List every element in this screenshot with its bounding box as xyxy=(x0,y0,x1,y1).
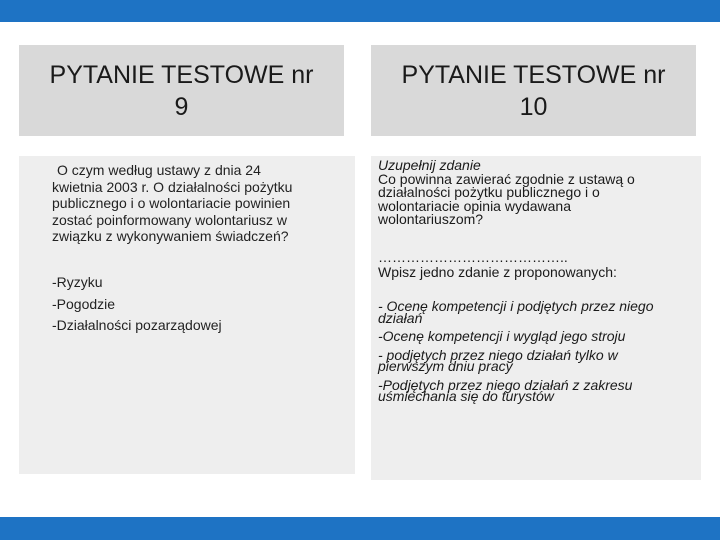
question-line: publicznego i o wolontariacie powinien xyxy=(52,195,291,211)
title-line-1: PYTANIE TESTOWE nr xyxy=(401,60,666,89)
question-line: Co powinna zawierać zgodnie z ustawą o xyxy=(378,170,635,187)
question-line: kwietnia 2003 r. O działalności pożytku xyxy=(52,178,293,195)
question-line: wolontariacie opinia wydawana xyxy=(378,197,572,214)
answer-option: -Działalności pozarządowej xyxy=(52,317,222,333)
title-line-1: PYTANIE TESTOWE nr xyxy=(49,60,314,89)
question-line: działalności pożytku publicznego i o xyxy=(378,184,600,200)
fill-in-area xyxy=(378,250,617,280)
question-10-text xyxy=(378,159,635,227)
question-9-options xyxy=(52,272,222,337)
answer-option-continued: uśmiechania się do turystów xyxy=(378,388,554,404)
question-10-panel xyxy=(371,156,701,480)
answer-option: - Ocenę kompetencji i podjętych przez niego xyxy=(378,298,654,314)
answer-option-continued: działań xyxy=(378,309,423,326)
instruction: Uzupełnij zdanie xyxy=(378,157,481,173)
question-10-title xyxy=(371,45,696,136)
answer-option: -Ryzyku xyxy=(52,274,103,290)
top-bar xyxy=(0,0,720,22)
blank-line: ………………………………….. xyxy=(378,249,568,265)
title-line-2: 10 xyxy=(519,92,548,121)
question-line: zostać poinformowany wolontariusz w xyxy=(52,211,287,228)
question-9-text xyxy=(52,162,342,245)
answer-option: -Ocenę kompetencji i wygląd jego stroju xyxy=(378,328,626,344)
answer-option-continued: pierwszym dniu pracy xyxy=(378,358,513,374)
prompt: Wpisz jedno zdanie z proponowanych: xyxy=(378,264,617,280)
question-9-title xyxy=(19,45,344,136)
question-line: O czym według ustawy z dnia 24 xyxy=(57,162,261,178)
answer-option: -Podjętych przez niego działań z zakresu xyxy=(378,376,633,393)
question-line: wolontariuszom? xyxy=(378,211,484,227)
answer-option: -Pogodzie xyxy=(52,295,116,312)
title-line-2: 9 xyxy=(174,92,189,121)
bottom-bar xyxy=(0,517,720,540)
question-10-options xyxy=(378,298,654,410)
answer-option: - podjętych przez niego działań tylko w xyxy=(378,346,618,363)
question-9-panel xyxy=(19,156,355,474)
question-line: związku z wykonywaniem świadczeń? xyxy=(52,228,289,244)
